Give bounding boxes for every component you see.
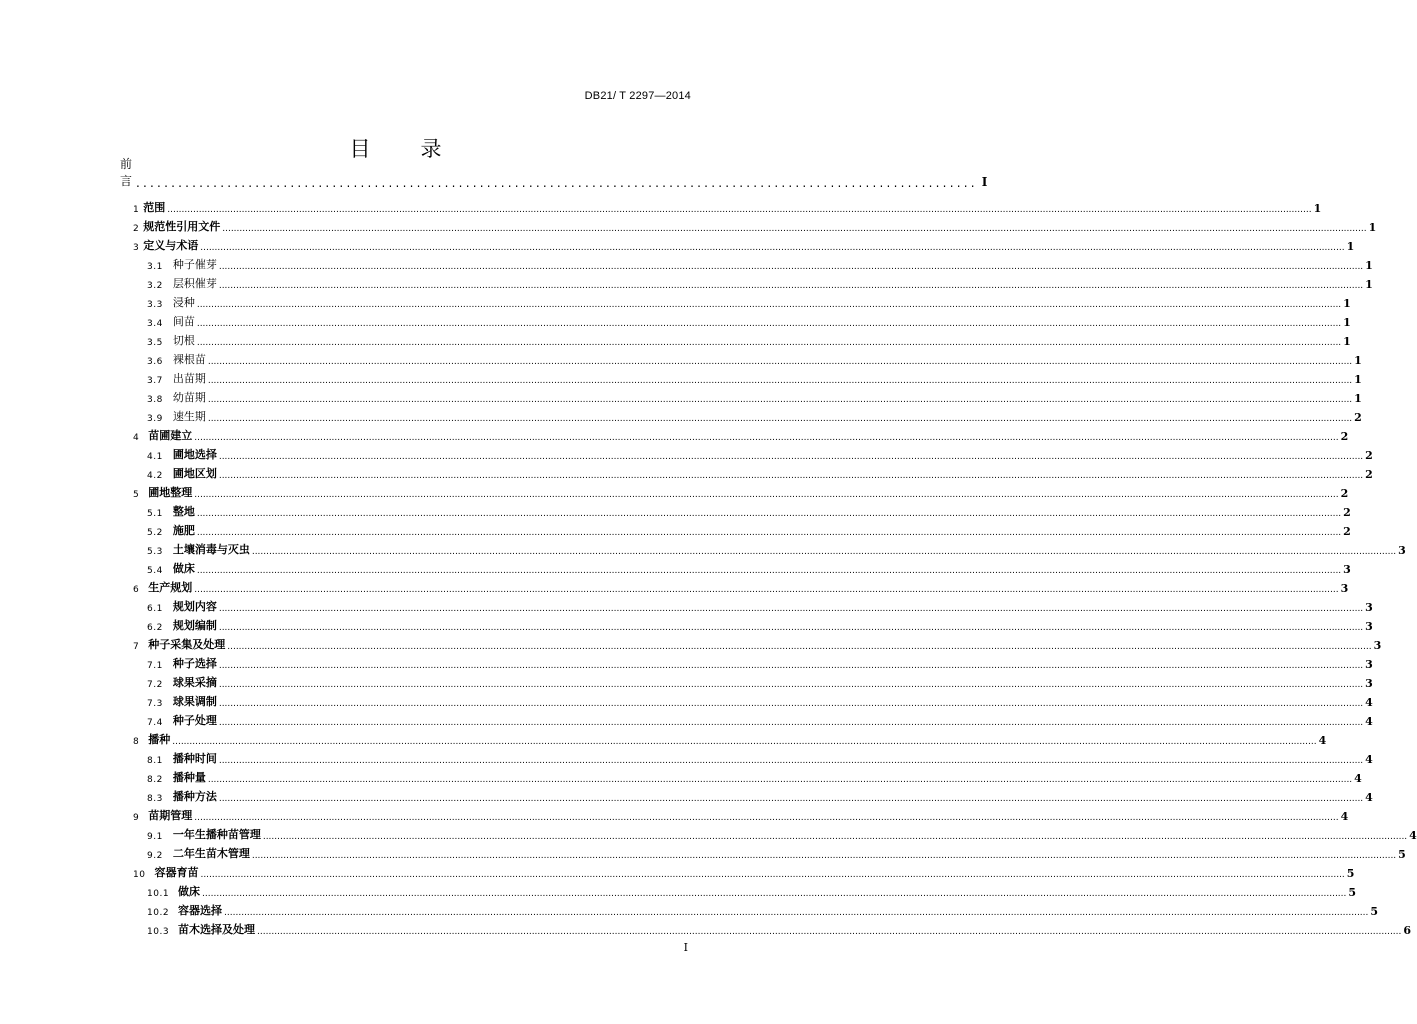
toc-entry-page: 1 [1354,354,1362,367]
toc-preface-row[interactable] [120,157,988,190]
toc-entry-label: 裸根苗 [172,353,206,366]
toc-entry-row[interactable] [0,541,1406,557]
toc-entry-number: 3.8 [147,395,163,405]
toc-entry [147,313,195,329]
toc-leader-dots: ................................................................................................................................................................................................................................................................................................................................................................................................................ [194,585,1339,595]
toc-entry-page: 3 [1398,544,1406,557]
toc-leader-dots: ................................................................................................................................................................................................................................................................................................................................................................................................................ [207,414,1353,424]
toc-entry-page: 2 [1365,468,1373,481]
toc-entry-label: 球果采摘 [172,676,217,689]
toc-entry-row[interactable] [0,693,1373,709]
toc-entry-row[interactable] [0,655,1373,671]
toc-entry-label: 圃地选择 [172,448,217,461]
toc-entry-label: 速生期 [172,410,206,423]
toc-entry-label: 施肥 [172,524,195,537]
toc-entry-number: 8.2 [147,775,163,785]
toc-entry-number: 4.2 [147,471,163,481]
toc-leader-dots: ................................................................................................................................................................................................................................................................................................................................................................................................................ [218,699,1364,709]
toc-entry-page: 3 [1365,658,1373,671]
toc-entry-row[interactable] [0,883,1357,899]
toc-entry-label: 种子采集及处理 [148,638,226,651]
toc-entry-row[interactable] [0,579,1349,595]
toc-entry-label: 播种时间 [172,752,217,765]
toc-entry-number: 3 [133,243,140,253]
toc-leader-dots: ................................................................................................................................................................................................................................................................................................................................................................................................................ [218,718,1364,728]
toc-entry-page: 1 [1313,202,1322,215]
toc-leader-dots: ................................................................................................................................................................................................................................................................................................................................................................................................................ [257,927,1402,937]
toc-entry-row[interactable] [0,484,1349,500]
toc-entry [147,769,206,785]
toc-entry-page: 1 [1343,297,1351,310]
toc-entry [147,408,206,424]
toc-entry-number: 3.4 [147,319,163,329]
toc-entry-label: 定义与术语 [143,239,199,252]
toc-entry-row[interactable] [0,560,1351,576]
toc-entry-page: 4 [1354,772,1362,785]
toc-entry-row[interactable] [0,465,1373,481]
toc-entry-number: 8.1 [147,756,163,766]
toc-entry-number: 10.3 [147,927,170,937]
toc-entry-number: 6.1 [147,604,163,614]
toc-entry-label: 整地 [172,505,195,518]
toc-leader-dots: ................................................................................................................................................................................................................................................................................................................................................................................................................ [218,262,1364,272]
toc-entry-row[interactable] [0,370,1362,386]
toc-entry-label: 种子处理 [172,714,217,727]
toc-leader-dots: ................................................................................................................................................................................................................................................................................................................................................................................................................ [251,547,1397,557]
toc-entry-page: 4 [1365,715,1373,728]
toc-entry [147,332,195,348]
toc-entry-page: 3 [1365,601,1373,614]
toc-entry-number: 7.1 [147,661,163,671]
toc-entry-label: 土壤消毒与灭虫 [172,543,250,556]
toc-entry [147,275,217,291]
toc-entry-label: 苗木选择及处理 [178,923,256,936]
toc-entry [147,712,217,728]
toc-entry [147,598,217,614]
toc-entry-page: 2 [1365,449,1373,462]
toc-entry-page: 4 [1365,696,1373,709]
toc-leader-dots: ................................................................................................................................................................................................................................................................................................................................................................................................................ [218,680,1364,690]
toc-entry-label: 规划内容 [172,600,217,613]
toc-entry-page: 5 [1346,867,1355,880]
toc-entry-page: 3 [1340,582,1349,595]
toc-entry-page: 4 [1365,791,1373,804]
toc-entry-label: 层积催芽 [172,277,217,290]
toc-entry-row[interactable] [0,427,1349,443]
toc-entry-label: 苗期管理 [148,809,193,822]
toc-entry-label: 播种方法 [172,790,217,803]
toc-entry-page: 3 [1343,563,1351,576]
toc-leader-dots: ................................................................................................................................................................................................................................................................................................................................................................................................................ [218,471,1364,481]
toc-leader-dots: ................................................................................................................................................................................................................................................................................................................................................................................................................ [196,319,1342,329]
toc-entry-number: 4 [133,433,140,443]
toc-entry-number: 7.3 [147,699,163,709]
toc-entry-page: 1 [1365,278,1373,291]
document-code: DB21/ T 2297—2014 [584,90,691,102]
toc-entry [147,522,195,538]
toc-entry-row[interactable] [0,674,1373,690]
toc-leader-dots: ................................................................................................................................................................................................................................................................................................................................................................................................................ [196,300,1342,310]
toc-entry-number: 4.1 [147,452,163,462]
toc-entry-label: 圃地整理 [148,486,193,499]
toc-entry-row[interactable] [0,921,1412,937]
toc-entry [147,256,217,272]
toc-entry-row[interactable] [0,864,1355,880]
toc-entry-number: 7 [133,642,140,652]
toc-leader-dots: ................................................................................................................................................................................................................................................................................................................................................................................................................ [200,870,1345,880]
toc-entry-page: 2 [1340,430,1349,443]
toc-leader-dots: ................................................................................................................................................................................................................................................................................................................................................................................................................ [218,281,1364,291]
toc-entry-row[interactable] [0,218,1377,234]
toc-entry-row[interactable] [0,408,1362,424]
toc-entry-page: 4 [1340,810,1349,823]
toc-entry [147,826,261,842]
toc-entry-label: 切根 [172,334,195,347]
toc-entry-page: 1 [1343,316,1351,329]
toc-entry-number: 8 [133,737,140,747]
toc-entry-row[interactable] [0,275,1373,291]
toc-entry-label: 出苗期 [172,372,206,385]
toc-entry-row[interactable] [0,636,1382,652]
toc-entry-page: 5 [1348,886,1357,899]
toc-entry [147,693,217,709]
toc-entry-number: 5.1 [147,509,163,519]
toc-entry-row[interactable] [0,826,1417,842]
toc-leader-dots: ........................................................................................................................ [136,176,978,190]
toc-entry-number: 9.2 [147,851,163,861]
toc-entry-row[interactable] [0,845,1406,861]
toc-entry-number: 5.2 [147,528,163,538]
toc-entry [147,655,217,671]
toc-entry-number: 10 [133,870,146,880]
toc-entry-page: 1 [1365,259,1373,272]
toc-entry-label: 幼苗期 [172,391,206,404]
toc-entry-number: 3.2 [147,281,163,291]
toc-entry-page: 1 [1354,373,1362,386]
toc-leader-dots: ................................................................................................................................................................................................................................................................................................................................................................................................................ [251,851,1397,861]
toc-entry-label: 播种量 [172,771,206,784]
toc-entry-page: 3 [1365,677,1373,690]
toc-entry-label: 范围 [143,201,166,214]
toc-leader-dots: ................................................................................................................................................................................................................................................................................................................................................................................................................ [207,357,1353,367]
toc-leader-dots: ................................................................................................................................................................................................................................................................................................................................................................................................................ [227,642,1372,652]
toc-entry [133,807,192,823]
toc-leader-dots: ................................................................................................................................................................................................................................................................................................................................................................................................................ [194,813,1339,823]
toc-leader-dots: ................................................................................................................................................................................................................................................................................................................................................................................................................ [218,794,1364,804]
toc-entry [147,788,217,804]
toc-entry-page: 2 [1340,487,1349,500]
toc-leader-dots: ................................................................................................................................................................................................................................................................................................................................................................................................................ [172,737,1317,747]
toc-preface-page: I [981,175,988,189]
toc-leader-dots: ................................................................................................................................................................................................................................................................................................................................................................................................................ [194,490,1339,500]
footer-page-number: I [683,941,688,954]
toc-entry-number: 3.5 [147,338,163,348]
toc-leader-dots: ................................................................................................................................................................................................................................................................................................................................................................................................................ [202,889,1347,899]
toc-entry-page: 2 [1343,506,1351,519]
toc-entry-label: 二年生苗木管理 [172,847,250,860]
toc-entry-row[interactable] [0,750,1373,766]
toc-entry-page: 4 [1409,829,1417,842]
toc-entry [147,503,195,519]
toc-entry [133,579,192,595]
toc-leader-dots: ................................................................................................................................................................................................................................................................................................................................................................................................................ [196,509,1342,519]
toc-leader-dots: ................................................................................................................................................................................................................................................................................................................................................................................................................ [207,395,1353,405]
toc-leader-dots: ................................................................................................................................................................................................................................................................................................................................................................................................................ [167,205,1312,215]
toc-entry [147,370,206,386]
toc-entry-row[interactable] [0,446,1373,462]
toc-entry-label: 生产规划 [148,581,193,594]
toc-entry [147,750,217,766]
toc-entry-row[interactable] [0,522,1351,538]
toc-entry [147,883,200,899]
toc-entry-number: 5.3 [147,547,163,557]
toc-leader-dots: ................................................................................................................................................................................................................................................................................................................................................................................................................ [194,433,1339,443]
toc-entry-label: 做床 [178,885,201,898]
toc-entry-label: 规范性引用文件 [143,220,221,233]
toc-entry-label: 一年生播种苗管理 [172,828,261,841]
toc-entry-label: 种子选择 [172,657,217,670]
toc-leader-dots: ................................................................................................................................................................................................................................................................................................................................................................................................................ [196,566,1342,576]
toc-entry-row[interactable] [0,503,1351,519]
toc-entry-row[interactable] [0,617,1373,633]
toc-entry-number: 6 [133,585,140,595]
toc-entry-number: 3.7 [147,376,163,386]
toc-entry-label: 间苗 [172,315,195,328]
toc-entry-page: 2 [1343,525,1351,538]
toc-leader-dots: ................................................................................................................................................................................................................................................................................................................................................................................................................ [218,623,1364,633]
toc-entry-row[interactable] [0,332,1351,348]
toc-entry [133,731,170,747]
toc-entry-page: 1 [1368,221,1377,234]
toc-entry-row[interactable] [0,256,1373,272]
toc-entry-number: 3.9 [147,414,163,424]
toc-entry-page: 3 [1373,639,1382,652]
toc-entry-label: 浸种 [172,296,195,309]
toc-leader-dots: ................................................................................................................................................................................................................................................................................................................................................................................................................ [222,224,1367,234]
toc-entry-page: 4 [1318,734,1327,747]
toc-entry [133,636,225,652]
toc-entry-number: 3.3 [147,300,163,310]
toc-entry [147,294,195,310]
toc-entry-page: 1 [1354,392,1362,405]
toc-entry-number: 3.6 [147,357,163,367]
toc-entry [147,845,250,861]
toc-entry [147,617,217,633]
toc-leader-dots: ................................................................................................................................................................................................................................................................................................................................................................................................................ [218,452,1364,462]
toc-entry-row[interactable] [0,313,1351,329]
toc-entry-number: 7.4 [147,718,163,728]
toc-entry-row[interactable] [0,389,1362,405]
toc-leader-dots: ................................................................................................................................................................................................................................................................................................................................................................................................................ [218,604,1364,614]
toc-entry-label: 圃地区划 [172,467,217,480]
toc-entry [147,560,195,576]
toc-entry-row[interactable] [0,902,1379,918]
toc-entry [147,541,250,557]
toc-leader-dots: ................................................................................................................................................................................................................................................................................................................................................................................................................ [196,338,1342,348]
toc-entry-page: 4 [1365,753,1373,766]
toc-entry-page: 1 [1343,335,1351,348]
toc-entry-row[interactable] [0,598,1373,614]
toc-entry-number: 5.4 [147,566,163,576]
toc-entry [147,921,255,937]
toc-entry-page: 5 [1398,848,1406,861]
toc-entry [147,465,217,481]
toc-leader-dots: ................................................................................................................................................................................................................................................................................................................................................................................................................ [196,528,1342,538]
toc-entry-page: 2 [1354,411,1362,424]
toc-entry-number: 8.3 [147,794,163,804]
toc-leader-dots: ................................................................................................................................................................................................................................................................................................................................................................................................................ [200,243,1345,253]
toc-entry-page: 1 [1346,240,1355,253]
toc-entry-row[interactable] [0,237,1355,253]
toc-entry [133,864,198,880]
toc-entry [133,237,198,253]
toc-entry-label: 种子催芽 [172,258,217,271]
toc-entry-number: 1 [133,205,140,215]
toc-entry-row[interactable] [0,731,1327,747]
toc-title: 目录 [349,137,492,161]
toc-leader-dots: ................................................................................................................................................................................................................................................................................................................................................................................................................ [207,376,1353,386]
toc-entry [147,351,206,367]
toc-preface-label: 前言 [120,157,133,188]
toc-entry [147,389,206,405]
toc-entry-page: 3 [1365,620,1373,633]
toc-leader-dots: ................................................................................................................................................................................................................................................................................................................................................................................................................ [218,661,1364,671]
toc-entry-label: 规划编制 [172,619,217,632]
toc-entry [147,674,217,690]
toc-entry [147,902,222,918]
toc-entry [133,484,192,500]
toc-entry-number: 6.2 [147,623,163,633]
toc-entry-number: 9 [133,813,140,823]
toc-entry-number: 10.1 [147,889,170,899]
toc-entry-label: 容器育苗 [154,866,199,879]
toc-entry-number: 7.2 [147,680,163,690]
toc-entry-label: 球果调制 [172,695,217,708]
toc-entry-row[interactable] [0,294,1351,310]
toc-entry-number: 5 [133,490,140,500]
toc-entry [133,199,165,215]
toc-leader-dots: ................................................................................................................................................................................................................................................................................................................................................................................................................ [207,775,1353,785]
toc-entry-row[interactable] [0,712,1373,728]
toc-entry-row[interactable] [0,769,1362,785]
toc-leader-dots: ................................................................................................................................................................................................................................................................................................................................................................................................................ [224,908,1369,918]
toc-entry-row[interactable] [0,788,1373,804]
toc-leader-dots: ................................................................................................................................................................................................................................................................................................................................................................................................................ [262,832,1408,842]
toc-entry-label: 播种 [148,733,171,746]
toc-entry-row[interactable] [0,199,1322,215]
toc-entry-number: 10.2 [147,908,170,918]
toc-entry-number: 9.1 [147,832,163,842]
toc-entry-number: 3.1 [147,262,163,272]
toc-entry-row[interactable] [0,351,1362,367]
toc-entry-page: 6 [1403,924,1412,937]
toc-leader-dots: ................................................................................................................................................................................................................................................................................................................................................................................................................ [218,756,1364,766]
toc-entry-label: 苗圃建立 [148,429,193,442]
toc-entry [147,446,217,462]
toc-entry [133,218,220,234]
toc-entry-row[interactable] [0,807,1349,823]
toc-entry-page: 5 [1370,905,1379,918]
toc-entry-label: 做床 [172,562,195,575]
toc-entry [133,427,192,443]
toc-entry-label: 容器选择 [178,904,223,917]
toc-entry-number: 2 [133,224,140,234]
